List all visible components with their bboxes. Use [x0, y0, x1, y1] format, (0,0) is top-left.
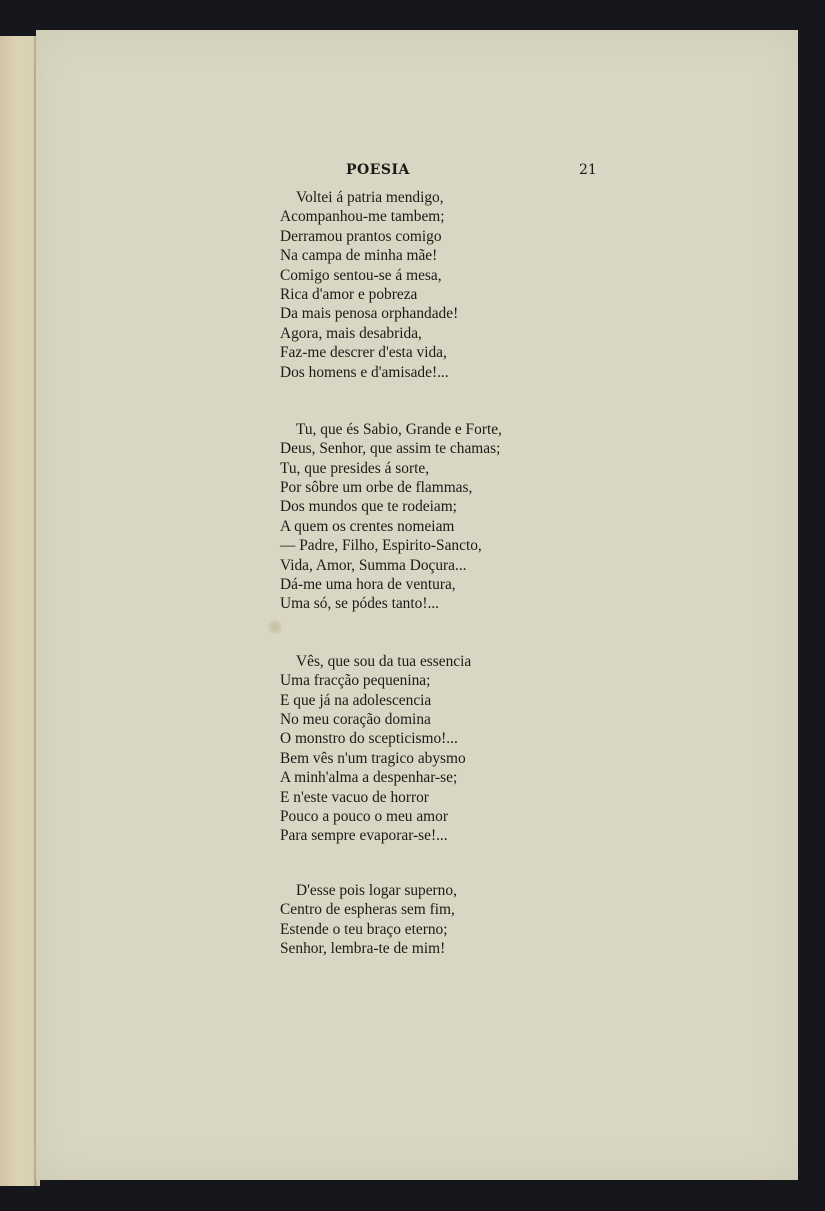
verse-line: Vês, que sou da tua essencia: [296, 652, 472, 670]
poem-body: [280, 188, 720, 958]
verse-line: Rica d'amor e pobreza: [280, 285, 418, 303]
verse-line: Tu, que presides á sorte,: [280, 459, 430, 477]
verse-line: Dá-me uma hora de ventura,: [280, 576, 456, 594]
verse-line: Para sempre evaporar-se!...: [280, 827, 448, 845]
verse-line: Voltei á patria mendigo,: [296, 189, 444, 206]
verse-line: Comigo sentou-se á mesa,: [280, 266, 442, 284]
verse-line: A minh'alma a despenhar-se;: [280, 769, 458, 787]
verse-line: Uma fracção pequenina;: [280, 672, 431, 690]
verse-line: Estende o teu braço eterno;: [280, 920, 448, 938]
verse-line: Centro de espheras sem fim,: [280, 901, 455, 919]
stanza-2: [280, 420, 720, 614]
verse-line: Tu, que és Sabio, Grande e Forte,: [296, 420, 502, 438]
verse-line: Da mais penosa orphandade!: [280, 305, 459, 323]
verse-line: Agora, mais desabrida,: [280, 324, 422, 342]
stanza-4: [280, 881, 720, 959]
running-head: [36, 162, 798, 182]
verse-line: D'esse pois logar superno,: [296, 881, 457, 899]
verse-line: Por sôbre um orbe de flammas,: [280, 479, 473, 497]
verse-line: Faz-me descrer d'esta vida,: [280, 344, 447, 362]
stanza-3: [280, 652, 720, 846]
verse-line: Dos mundos que te rodeiam;: [280, 498, 457, 516]
verse-line: O monstro do scepticismo!...: [280, 730, 458, 748]
verse-line: Pouco a pouco o meu amor: [280, 807, 448, 825]
verse-line: Na campa de minha mãe!: [280, 247, 438, 265]
verse-line: Vida, Amor, Summa Doçura...: [280, 556, 467, 574]
verse-line: Senhor, lembra-te de mim!: [280, 939, 446, 957]
page-number: 21: [579, 162, 597, 178]
verse-line: E n'este vacuo de horror: [280, 788, 429, 806]
verse-line: Acompanhou-me tambem;: [280, 208, 445, 226]
running-head-title: POESIA: [346, 162, 410, 178]
verse-line: E que já na adolescencia: [280, 691, 432, 709]
verse-line: — Padre, Filho, Espirito-Sancto,: [280, 537, 482, 555]
book-page: [36, 30, 798, 1180]
verse-line: A quem os crentes nomeiam: [280, 517, 455, 535]
stanza-1: [280, 188, 720, 382]
verse-line: Deus, Senhor, que assim te chamas;: [280, 440, 501, 458]
verse-line: Uma só, se pódes tanto!...: [280, 595, 440, 613]
verse-line: Dos homens e d'amisade!...: [280, 363, 449, 381]
verse-line: No meu coração domina: [280, 710, 431, 728]
verse-line: Derramou prantos comigo: [280, 227, 442, 245]
verse-line: Bem vês n'um tragico abysmo: [280, 749, 466, 767]
